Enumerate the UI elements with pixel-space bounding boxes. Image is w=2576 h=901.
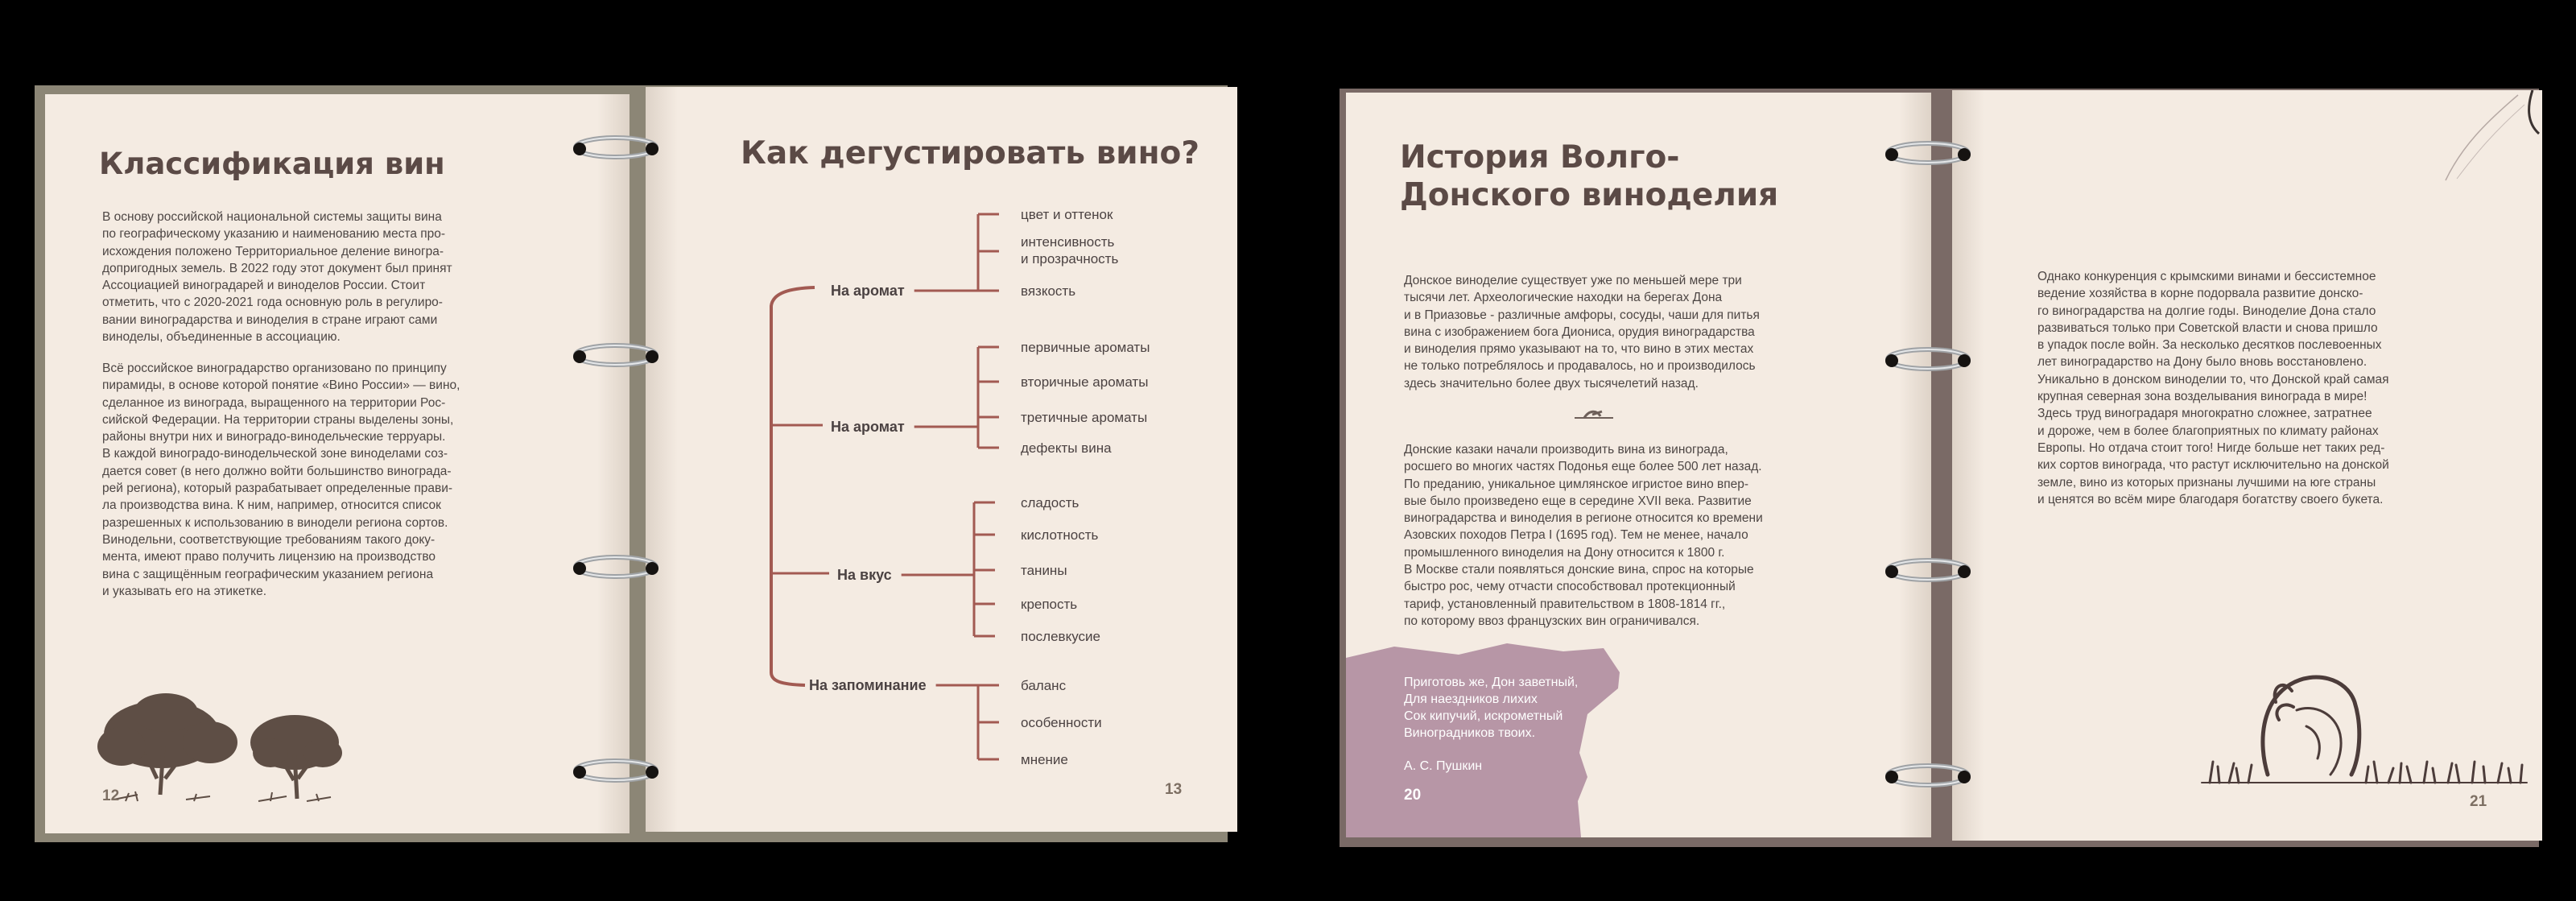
tree-item-label: сладость (1021, 495, 1080, 510)
tree-category-label: На вкус (837, 567, 892, 583)
tree-item-label: мнение (1021, 752, 1068, 767)
tree-item-label: третичные ароматы (1021, 410, 1148, 425)
tree-item-label: вторичные ароматы (1021, 374, 1149, 390)
page-21 (1952, 90, 2542, 841)
tree-item-label: первичные ароматы (1021, 340, 1150, 355)
paragraph: Всё российское виноградарство организовано по принципу пирамиды, в основе которой понятие «Вино России» — вино, сделанное из винограда, выращенного на территории Рос- сийской Федерации. На территории страны выделены зоны, районы внутри них и виноградо-винодельческие терруары. В каждой виноградо-винодельческой зоне виноделами соз- дается совет (в него должно войти большинство виноградa- рей региона), который разрабатывает определенные прави- ла производства вина. К ним, например, относится список разрешенных к использованию в винодели региона сортов. Винодельни, соответствующие требованиям такого доку- мента, имеют право получить лицензию на производство вина с защищённым географическим указанием региона и указывать его на этикетке. (102, 362, 460, 598)
binder-ring (572, 552, 660, 581)
quote-author: А. С. Пушкин (1404, 759, 1483, 773)
amphora-sketch (2194, 654, 2532, 791)
page-number: 12 (102, 787, 120, 804)
tree-item-label: вязкость (1021, 283, 1076, 299)
page-number: 13 (1165, 781, 1183, 798)
tree-item-label: баланс (1021, 678, 1067, 693)
tree-item-label: особенности (1021, 715, 1102, 730)
tree-item-label: послевкусие (1021, 629, 1100, 644)
ornament-icon (1570, 407, 1618, 426)
binder-ring (1884, 761, 1972, 790)
sketch-line-decoration (2381, 90, 2542, 187)
paragraph: Однако конкуренция с крымскими винами и бессистемное ведение хозяйства в корне подорвала развитие донско- го виноградарства на долгие годы. Виноделие Дона стало развиваться только при Советской власти и снова пришло в упадок после войн. За несколько десятков послевоенных лет виноградарство на Дону было вновь восстановлено. Уникально в донском виноделии то, что Донской край самая крупная северная зона возделывания винограда в мире! Здесь труд виноградаря многократно сложнее, затратнее и дороже, чем в более благоприятных по климату районах Европы. Но отдача стоит того! Нигде больше нет таких ред- ких сортов винограда, что растут исключительно на донской земле, вино из которых признаны лучшими на юге страны и ценятся во всём мире благодаря богатству своего букета. (2037, 270, 2389, 506)
page-title: Классификация вин (99, 147, 445, 181)
binder-ring (572, 341, 660, 370)
binder-ring (572, 133, 660, 162)
tree-item-label: цвет и оттенок (1021, 207, 1113, 222)
binder-ring (1884, 556, 1972, 585)
tree-item-label: дефекты вина (1021, 440, 1112, 456)
page-title-line-1: История Волго- (1400, 139, 1680, 176)
page-number: 21 (2470, 793, 2487, 810)
tree-item-label: кислотность (1021, 527, 1099, 543)
binder-ring (1884, 345, 1972, 374)
trees-illustration (89, 658, 411, 819)
tree-category-label: На аромат (831, 283, 905, 299)
paragraph: Донские казаки начали производить вина из винограда, росшего во многих частях Подонья еще более 500 лет назад. По преданию, уникальное цимлянское игристое вино впер- вые было произведено еще в середине XVII века. Развитие виноградарства и виноделия в регионе относится ко времени Азовских походов Петра I (1695 год). Тем не менее, начало промышленного виноделия на Дону относится к 1800 г. В Москве стали появляться донские вина, спрос на которые быстро рос, чему отчасти способствовал протекционный тариф, установленный правительством в 1808-1814 гг., по которому ввоз французских вин ограничивался. (1404, 443, 1763, 628)
tree-item-label: интенсивность и прозрачность (1021, 234, 1119, 267)
tree-category-label: На аромат (831, 419, 905, 435)
binder-ring (1884, 138, 1972, 167)
paragraph: Донское виноделие существует уже по меньшей мере три тысячи лет. Археологические находки на берегах Дона и в Приазовье - различные амфоры, сосуды, чаши для питья вина с изображением бога Диониса, орудия виноградарства и виноделия прямо указывают на то, что вино в этих местах не только потреблялось и продавалось, но и производилось здесь значительно более двух тысячелетий назад. (1404, 274, 1760, 391)
paragraph: В основу российской национальной системы защиты вина по географическому указанию и наименованию места про- исхождения положено Территориальное деление виногра- допригодных земель. В 2022 году этот документ был принят Ассоциацией виноградарей и виноделов России. Стоит отметить, что с 2020-2021 года основную роль в регулиро- вании виноградарства и виноделия в стране играют сами виноделы, объединенные в ассоциацию. (102, 210, 452, 345)
tree-category-label: На запоминание (809, 677, 927, 693)
page-title: Как дегустировать вино? (741, 135, 1199, 172)
page-20 (1346, 93, 1931, 837)
quote-text: Приготовь же, Дон заветный, Для наездников лихих Сок кипучий, искрометный Виноградников твоих. (1404, 676, 1579, 740)
page-number: 20 (1404, 787, 1422, 804)
page-13 (646, 87, 1237, 832)
binder-ring (572, 756, 660, 785)
tree-item-label: танины (1021, 563, 1067, 578)
tree-item-label: крепость (1021, 597, 1078, 612)
page-12 (45, 94, 630, 833)
page-title-line-2: Донского виноделия (1400, 177, 1779, 213)
